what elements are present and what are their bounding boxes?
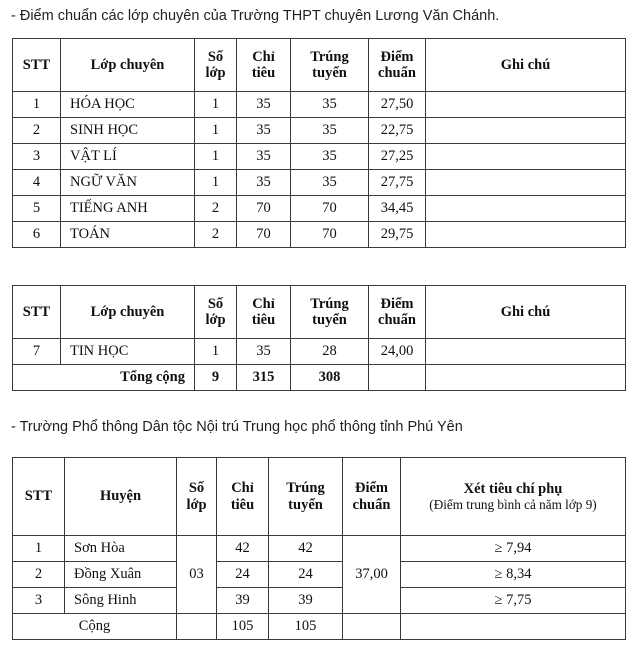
cell-stt: 2 — [13, 562, 65, 588]
cell-stt: 3 — [13, 144, 61, 170]
cell-chi-tieu: 35 — [237, 92, 291, 118]
cell-trung-tuyen: 42 — [269, 536, 343, 562]
header-stt: STT — [13, 458, 65, 536]
cell-trung-tuyen: 39 — [269, 588, 343, 614]
table-total-row — [13, 365, 626, 391]
cell-huyen: Đồng Xuân — [65, 562, 177, 588]
header-so-lop: Số lớp — [195, 286, 237, 339]
cell-stt: 5 — [13, 196, 61, 222]
cell-trung-tuyen: 70 — [291, 196, 369, 222]
intro-line-dantoc: - Trường Phổ thông Dân tộc Nội trú Trung học phổ thông tỉnh Phú Yên — [11, 419, 463, 435]
cell-lop-chuyen: TOÁN — [61, 222, 195, 248]
header-huyen: Huyện — [65, 458, 177, 536]
cell-diem-chuan: 27,75 — [369, 170, 426, 196]
header-lop-chuyen: Lớp chuyên — [61, 39, 195, 92]
cell-diem-chuan: 27,50 — [369, 92, 426, 118]
cell-chi-tieu: 35 — [237, 118, 291, 144]
cell-total-ghi-chu — [426, 365, 626, 391]
cell-huyen: Sông Hinh — [65, 588, 177, 614]
table-header-row — [13, 286, 626, 339]
table-total-row — [13, 614, 626, 640]
cell-diem-chuan: 24,00 — [369, 339, 426, 365]
table-row — [13, 196, 626, 222]
header-ghi-chu: Ghi chú — [426, 286, 626, 339]
cell-chi-tieu: 70 — [237, 196, 291, 222]
cell-ghi-chu — [426, 92, 626, 118]
cell-ghi-chu — [426, 339, 626, 365]
cell-xet-tieu-chi: ≥ 7,94 — [401, 536, 626, 562]
table-row — [13, 170, 626, 196]
cell-so-lop-merged: 03 — [177, 536, 217, 614]
cell-so-lop: 1 — [195, 92, 237, 118]
intro-line-chuyen: - Điểm chuẩn các lớp chuyên của Trường THPT chuyên Lương Văn Chánh. — [11, 8, 500, 24]
cell-stt: 2 — [13, 118, 61, 144]
header-trung-tuyen: Trúng tuyển — [291, 39, 369, 92]
header-diem-chuan: Điểm chuẩn — [343, 458, 401, 536]
header-so-lop: Số lớp — [195, 39, 237, 92]
cell-huyen: Sơn Hòa — [65, 536, 177, 562]
cell-trung-tuyen: 35 — [291, 118, 369, 144]
cell-lop-chuyen: TIN HỌC — [61, 339, 195, 365]
cell-total-label: Tổng cộng — [13, 365, 195, 391]
header-xet-tieu-chi-main: Xét tiêu chí phụ — [463, 480, 563, 497]
table-row — [13, 118, 626, 144]
table-row — [13, 562, 626, 588]
cell-total-chi-tieu: 105 — [217, 614, 269, 640]
header-xet-tieu-chi-phu — [401, 458, 626, 536]
cell-trung-tuyen: 28 — [291, 339, 369, 365]
cell-lop-chuyen: NGỮ VĂN — [61, 170, 195, 196]
table-header-row — [13, 39, 626, 92]
cell-total-chi-tieu: 315 — [237, 365, 291, 391]
cell-total-diem-chuan — [343, 614, 401, 640]
table-diem-chuan-dan-toc-noi-tru — [12, 457, 626, 640]
cell-diem-chuan: 29,75 — [369, 222, 426, 248]
cell-ghi-chu — [426, 170, 626, 196]
cell-ghi-chu — [426, 222, 626, 248]
cell-ghi-chu — [426, 118, 626, 144]
header-chi-tieu: Chỉ tiêu — [217, 458, 269, 536]
cell-total-diem-chuan — [369, 365, 426, 391]
table-header-row — [13, 458, 626, 536]
cell-stt: 7 — [13, 339, 61, 365]
cell-trung-tuyen: 35 — [291, 144, 369, 170]
cell-stt: 3 — [13, 588, 65, 614]
table-row — [13, 144, 626, 170]
header-lop-chuyen: Lớp chuyên — [61, 286, 195, 339]
table-row — [13, 588, 626, 614]
cell-xet-tieu-chi: ≥ 8,34 — [401, 562, 626, 588]
cell-total-xet-tieu-chi — [401, 614, 626, 640]
cell-diem-chuan-merged: 37,00 — [343, 536, 401, 614]
cell-ghi-chu — [426, 196, 626, 222]
cell-chi-tieu: 24 — [217, 562, 269, 588]
cell-chi-tieu: 35 — [237, 144, 291, 170]
cell-chi-tieu: 42 — [217, 536, 269, 562]
cell-chi-tieu: 35 — [237, 339, 291, 365]
cell-trung-tuyen: 70 — [291, 222, 369, 248]
cell-so-lop: 2 — [195, 222, 237, 248]
cell-lop-chuyen: SINH HỌC — [61, 118, 195, 144]
cell-so-lop: 1 — [195, 118, 237, 144]
header-stt: STT — [13, 39, 61, 92]
cell-total-label: Cộng — [13, 614, 177, 640]
table-row — [13, 536, 626, 562]
header-ghi-chu: Ghi chú — [426, 39, 626, 92]
cell-lop-chuyen: VẬT LÍ — [61, 144, 195, 170]
cell-lop-chuyen: HÓA HỌC — [61, 92, 195, 118]
cell-so-lop: 1 — [195, 170, 237, 196]
header-trung-tuyen: Trúng tuyển — [291, 286, 369, 339]
table-row — [13, 92, 626, 118]
cell-lop-chuyen: TIẾNG ANH — [61, 196, 195, 222]
header-diem-chuan: Điểm chuẩn — [369, 39, 426, 92]
cell-so-lop: 2 — [195, 196, 237, 222]
cell-diem-chuan: 22,75 — [369, 118, 426, 144]
cell-ghi-chu — [426, 144, 626, 170]
cell-total-trung-tuyen: 308 — [291, 365, 369, 391]
cell-stt: 4 — [13, 170, 61, 196]
cell-chi-tieu: 39 — [217, 588, 269, 614]
table-diem-chuan-lop-chuyen — [12, 38, 626, 248]
header-stt: STT — [13, 286, 61, 339]
cell-so-lop: 1 — [195, 339, 237, 365]
cell-trung-tuyen: 35 — [291, 92, 369, 118]
table-row — [13, 339, 626, 365]
header-xet-tieu-chi-sub: (Điểm trung bình cả năm lớp 9) — [429, 497, 597, 513]
header-diem-chuan: Điểm chuẩn — [369, 286, 426, 339]
header-so-lop: Số lớp — [177, 458, 217, 536]
cell-chi-tieu: 35 — [237, 170, 291, 196]
cell-total-so-lop — [177, 614, 217, 640]
cell-so-lop: 1 — [195, 144, 237, 170]
cell-trung-tuyen: 24 — [269, 562, 343, 588]
header-chi-tieu: Chỉ tiêu — [237, 286, 291, 339]
cell-diem-chuan: 27,25 — [369, 144, 426, 170]
cell-trung-tuyen: 35 — [291, 170, 369, 196]
cell-diem-chuan: 34,45 — [369, 196, 426, 222]
cell-stt: 1 — [13, 536, 65, 562]
header-chi-tieu: Chỉ tiêu — [237, 39, 291, 92]
table-diem-chuan-lop-chuyen-tiep — [12, 285, 626, 391]
header-trung-tuyen: Trúng tuyển — [269, 458, 343, 536]
cell-total-so-lop: 9 — [195, 365, 237, 391]
cell-chi-tieu: 70 — [237, 222, 291, 248]
cell-xet-tieu-chi: ≥ 7,75 — [401, 588, 626, 614]
cell-stt: 6 — [13, 222, 61, 248]
cell-stt: 1 — [13, 92, 61, 118]
table-row — [13, 222, 626, 248]
cell-total-trung-tuyen: 105 — [269, 614, 343, 640]
